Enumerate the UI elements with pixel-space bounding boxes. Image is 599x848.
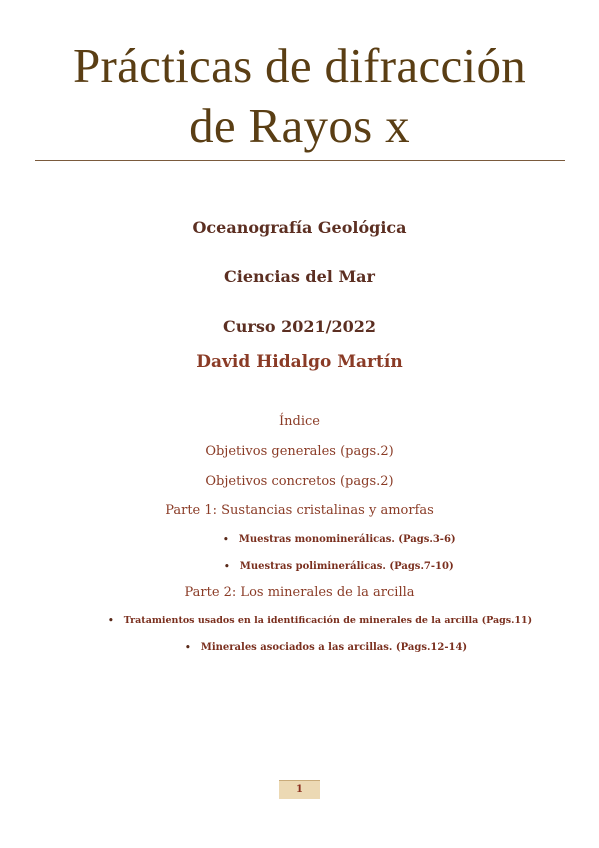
course-heading: Curso 2021/2022: [223, 317, 376, 336]
list-item: [223, 534, 456, 545]
list-item: [185, 642, 467, 653]
degree-heading: Ciencias del Mar: [224, 267, 375, 286]
document-title: [0, 36, 599, 156]
index-part2-title: Parte 2: Los minerales de la arcilla: [184, 585, 415, 600]
title-line-2: de Rayos x: [189, 98, 410, 153]
bullet-icon: •: [224, 562, 230, 572]
subject-heading: Oceanografía Geológica: [192, 218, 407, 237]
bullet-icon: •: [223, 535, 229, 545]
list-item-label: Minerales asociados a las arcillas. (Pags.12-14): [200, 642, 468, 653]
list-item-label: Tratamientos usados en la identificación de minerales de la arcilla (Pags.11): [123, 615, 533, 626]
title-divider: [35, 160, 565, 161]
bullet-icon: •: [185, 643, 191, 653]
index-specific-objectives: Objetivos concretos (pags.2): [205, 474, 394, 489]
index-part1-title: Parte 1: Sustancias cristalinas y amorfas: [165, 503, 434, 518]
page-number: 1: [279, 780, 320, 799]
index-heading: Índice: [279, 414, 320, 429]
index-general-objectives: Objetivos generales (pags.2): [205, 444, 394, 459]
author-name: David Hidalgo Martín: [196, 352, 403, 372]
list-item-label: Muestras poliminerálicas. (Pags.7-10): [239, 561, 454, 572]
bullet-icon: •: [108, 616, 114, 626]
list-item: [108, 615, 532, 626]
list-item: [224, 561, 454, 572]
title-line-1: Prácticas de difracción: [72, 38, 527, 93]
list-item-label: Muestras monominerálicas. (Pags.3-6): [238, 534, 456, 545]
